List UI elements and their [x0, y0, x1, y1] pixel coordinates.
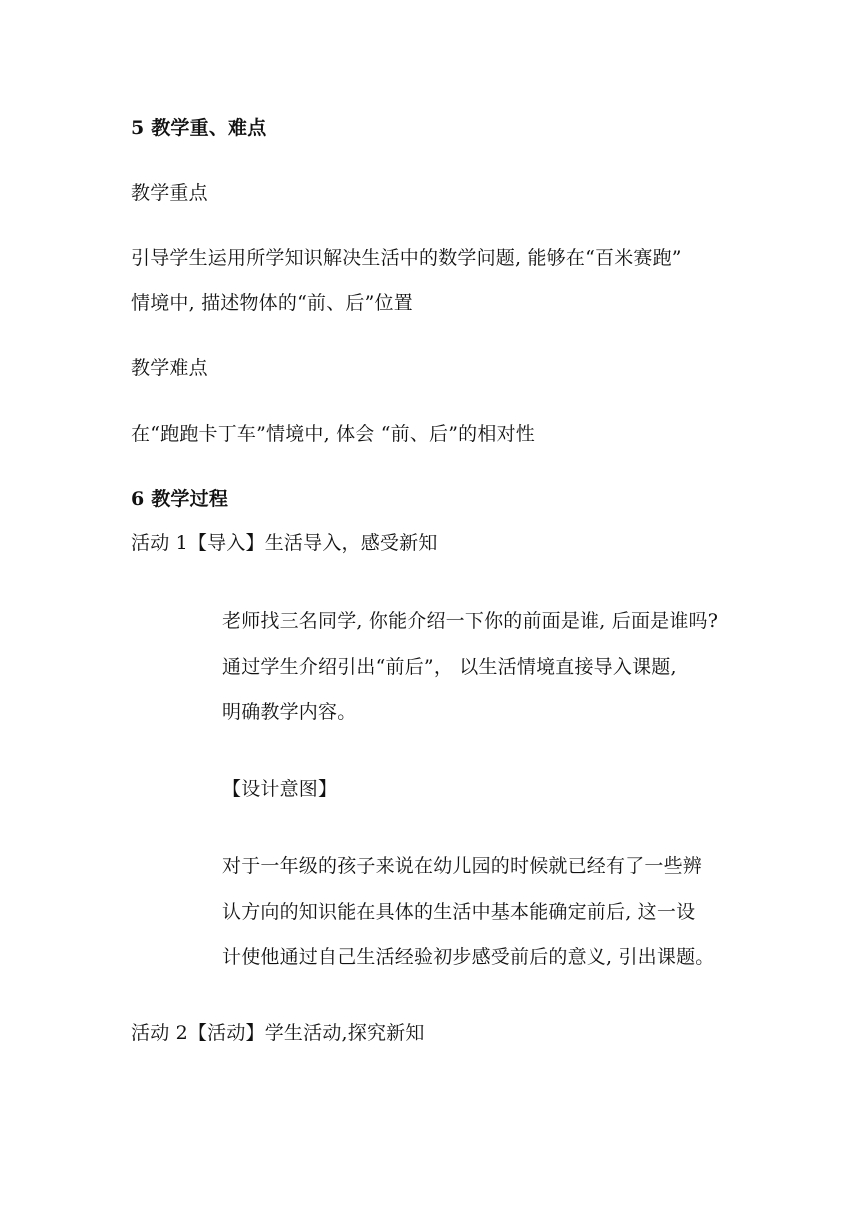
design-intent-line-3: 计使他通过自己生活经验初步感受前后的意义, 引出课题。	[222, 946, 715, 968]
section-5-heading: 5 教学重、难点	[131, 117, 267, 139]
design-intent-line-2: 认方向的知识能在具体的生活中基本能确定前后, 这一设	[222, 901, 696, 923]
key-points-text-line-1: 引导学生运用所学知识解决生活中的数学问题, 能够在“百米赛跑”	[131, 247, 682, 269]
difficulties-label: 教学难点	[131, 357, 208, 379]
design-intent-line-1: 对于一年级的孩子来说在幼儿园的时候就已经有了一些辨	[222, 855, 703, 877]
activity-1-line-1: 老师找三名同学, 你能介绍一下你的前面是谁, 后面是谁吗?	[222, 610, 719, 632]
key-points-label: 教学重点	[131, 182, 208, 204]
key-points-text-line-2: 情境中, 描述物体的“前、后”位置	[131, 292, 413, 314]
section-6-heading: 6 教学过程	[131, 488, 229, 510]
activity-1-line-2: 通过学生介绍引出“前后”， 以生活情境直接导入课题,	[222, 656, 677, 678]
activity-2-title: 活动 2【活动】学生活动,探究新知	[131, 1022, 425, 1044]
difficulties-text: 在“跑跑卡丁车”情境中, 体会 “前、后”的相对性	[131, 423, 535, 445]
design-intent-label: 【设计意图】	[222, 778, 338, 800]
activity-1-line-3: 明确教学内容。	[222, 701, 357, 723]
activity-1-title: 活动 1【导入】生活导入，感受新知	[131, 532, 438, 554]
